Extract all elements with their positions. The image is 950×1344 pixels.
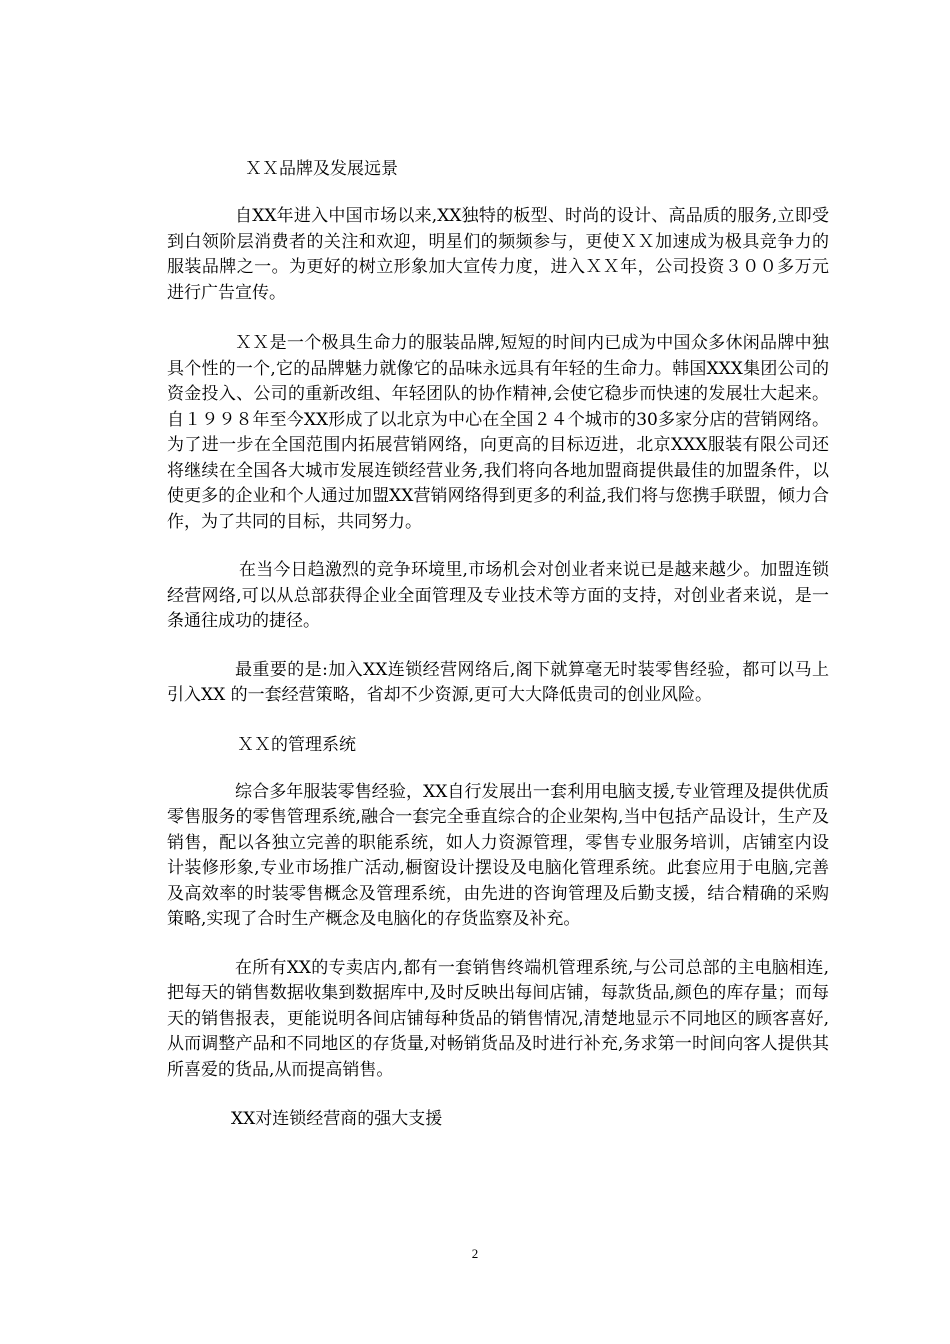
paragraph-pos-system: 在所有XX的专卖店内,都有一套销售终端机管理系统,与公司总部的主电脑相连,把每天的销售数据收集到数据库中,及时反映出每间店铺，每款货品,颜色的库存量；而每天的销售报表，更能说明各间店铺每种货品的销售情况,清楚地显示不同地区的顾客喜好,从而调整产品和不同地区的存货量,对畅销货品及时进行补充,务求第一时间向客人提供其所喜爱的货品,从而提高销售。: [167, 957, 829, 1080]
paragraph-franchise-advantage: 在当今日趋激烈的竞争环境里,市场机会对创业者来说已是越来越少。加盟连锁经营网络,可以从总部获得企业全面管理及专业技术等方面的支持，对创业者来说，是一条通往成功的捷径。: [167, 560, 829, 631]
document-body: [167, 156, 829, 1154]
paragraph-brand-vitality: ＸＸ是一个极具生命力的服装品牌,短短的时间内已成为中国众多休闲品牌中独具个性的一个,它的品牌魅力就像它的品味永远具有年轻的生命力。韩国XXX集团公司的资金投入、公司的重新改组、年轻团队的协作精神,会使它稳步而快速的发展壮大起来。自１９９８年至今XX形成了以北京为中心在全国２４个城市的30多家分店的营销网络。为了进一步在全国范围内拓展营销网络，向更高的目标迈进，北京XXX服装有限公司还将继续在全国各大城市发展连锁经营业务,我们将向各地加盟商提供最佳的加盟条件，以使更多的企业和个人通过加盟XX营销网络得到更多的利益,我们将与您携手联盟，倾力合作，为了共同的目标，共同努力。: [167, 333, 829, 532]
paragraph-most-important: 最重要的是:加入XX连锁经营网络后,阁下就算毫无时装零售经验，都可以马上引入XX 的一套经营策略，省却不少资源,更可大大降低贵司的创业风险。: [167, 659, 829, 705]
section-heading-management-system: ＸＸ的管理系统: [237, 734, 356, 755]
section-heading-franchise-support: XX对连锁经营商的强大支援: [231, 1109, 443, 1129]
page-number: 2: [471, 1246, 479, 1261]
section-heading-brand-vision: ＸＸ品牌及发展远景: [245, 159, 398, 179]
paragraph-retail-management: 综合多年服装零售经验，XX自行发展出一套利用电脑支援,专业管理及提供优质零售服务的零售管理系统,融合一套完全垂直综合的企业架构,当中包括产品设计，生产及销售，配以各独立完善的职能系统，如人力资源管理，零售专业服务培训，店铺室内设计装修形象,专业市场推广活动,橱窗设计摆设及电脑化管理系统。此套应用于电脑,完善及高效率的时装零售概念及管理系统，由先进的咨询管理及后勤支援，结合精确的采购策略,实现了合时生产概念及电脑化的存货监察及补充。: [167, 781, 829, 929]
paragraph-market-entry: 自XX年进入中国市场以来,XX独特的板型、时尚的设计、高品质的服务,立即受到白领阶层消费者的关注和欢迎，明星们的频频参与，更使ＸＸ加速成为极具竞争力的服装品牌之一。为更好的树立形象加大宣传力度，进入ＸＸ年，公司投资３００多万元进行广告宣传。: [167, 206, 829, 303]
